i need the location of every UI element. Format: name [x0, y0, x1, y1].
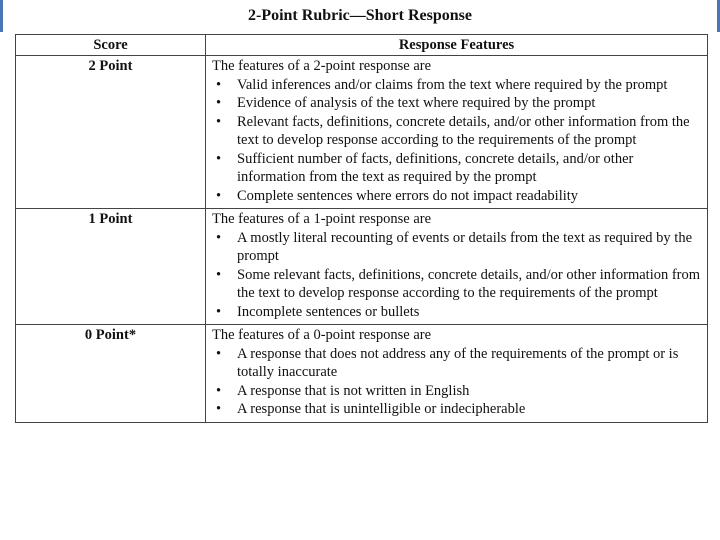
table-row-0-point — [16, 325, 708, 423]
bullet-icon: • — [216, 303, 222, 320]
score-cell: 2 Point — [16, 56, 206, 209]
bullet-icon: • — [216, 113, 222, 130]
bullet-icon: • — [216, 187, 222, 204]
features-intro: The features of a 1-point response are — [212, 211, 432, 227]
list-item-text: Sufficient number of facts, definitions, concrete details, and/or other information from the text as required by the prompt — [237, 150, 634, 185]
features-cell — [206, 325, 708, 423]
bullet-icon: • — [216, 95, 222, 111]
list-item-text: Complete sentences where errors do not impact readability — [237, 187, 579, 204]
list-item — [212, 113, 703, 150]
features-intro: The features of a 0-point response are — [212, 327, 432, 343]
list-item-text: Valid inferences and/or claims from the text where required by the prompt — [237, 76, 668, 93]
features-cell — [206, 56, 708, 209]
list-item-text: Evidence of analysis of the text where required by the prompt — [237, 95, 596, 111]
features-list — [212, 345, 703, 419]
list-item — [212, 400, 703, 419]
list-item — [212, 76, 703, 95]
page-title: 2-Point Rubric—Short Response — [247, 7, 472, 24]
list-item — [212, 187, 703, 206]
list-item-text: A mostly literal recounting of events or details from the text as required by the prompt — [237, 229, 693, 264]
score-cell: 1 Point — [16, 209, 206, 325]
list-item-text: Some relevant facts, definitions, concrete details, and/or other information from the text to develop response according to the requirements of the prompt — [237, 266, 701, 301]
list-item-text: A response that does not address any of the requirements of the prompt or is totally inaccurate — [237, 345, 679, 380]
features-column-header: Response Features — [206, 35, 708, 56]
list-item — [212, 345, 703, 382]
list-item — [212, 303, 703, 322]
score-column-header: Score — [16, 35, 206, 56]
bullet-icon: • — [216, 382, 222, 399]
list-item — [212, 94, 703, 113]
list-item — [212, 150, 703, 187]
list-item — [212, 382, 703, 401]
list-item-text: Relevant facts, definitions, concrete details, and/or other information from the text to develop response according to the requirements of the prompt — [237, 113, 690, 148]
bullet-icon: • — [216, 229, 222, 246]
list-item-text: Incomplete sentences or bullets — [237, 303, 420, 320]
bullet-icon: • — [216, 150, 222, 167]
header-row — [16, 35, 708, 56]
score-cell: 0 Point* — [16, 325, 206, 423]
rubric-table — [15, 34, 708, 423]
bullet-icon: • — [216, 76, 222, 93]
list-item-text: A response that is not written in English — [237, 382, 470, 399]
features-intro: The features of a 2-point response are — [212, 58, 432, 74]
bullet-icon: • — [216, 266, 222, 283]
features-list — [212, 229, 703, 322]
list-item-text: A response that is unintelligible or indecipherable — [237, 401, 526, 417]
features-list — [212, 76, 703, 206]
table-row-2-point — [16, 56, 708, 209]
list-item — [212, 229, 703, 266]
bullet-icon: • — [216, 345, 222, 362]
list-item — [212, 266, 703, 303]
bullet-icon: • — [216, 401, 222, 417]
table-row-1-point — [16, 209, 708, 325]
features-cell — [206, 209, 708, 325]
